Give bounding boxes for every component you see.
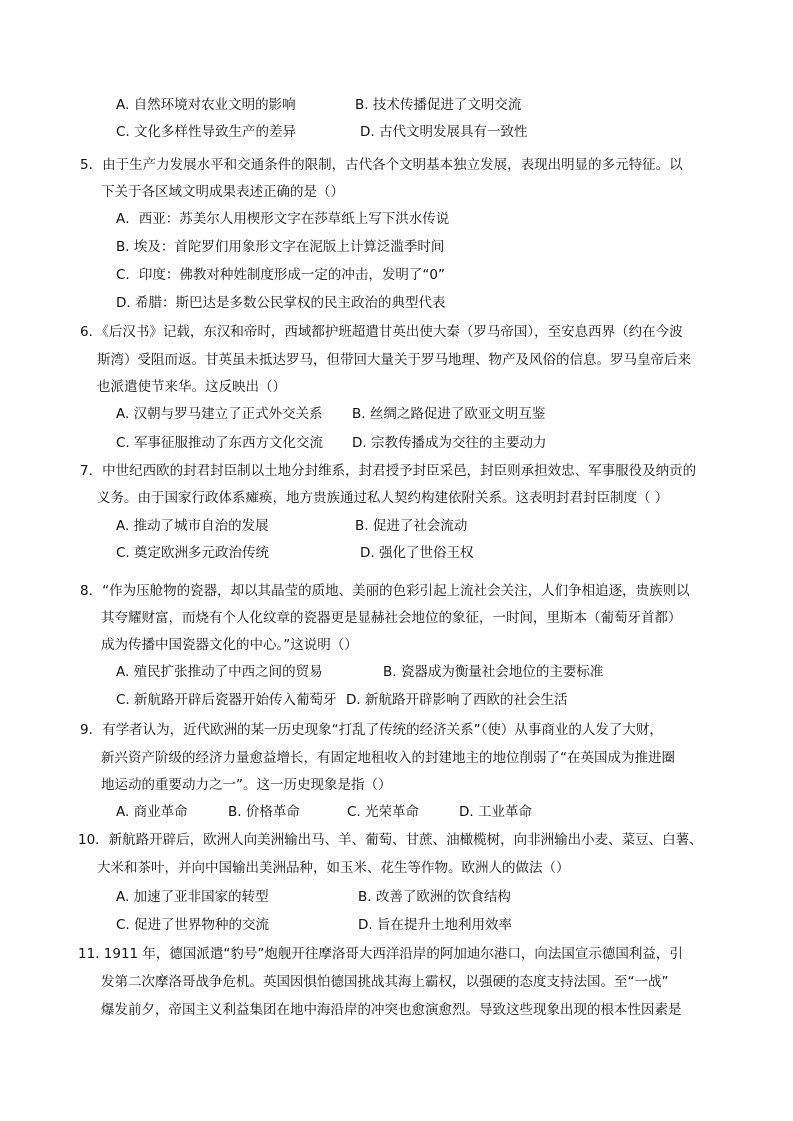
q7-option-d[interactable]: D. 强化了世俗王权 [360, 545, 474, 561]
q5-stem-line-2: 下关于各区域文明成果表述正确的是（） [101, 184, 344, 200]
q8-stem-line-2: 其夸耀财富，而烧有个人化纹章的瓷器更是显赫社会地位的象征，一时间，里斯本（葡萄牙首都） [101, 610, 682, 626]
q6-option-d[interactable]: D. 宗教传播成为交往的主要动力 [352, 435, 547, 451]
q5-option-c[interactable]: C．印度：佛教对种姓制度形成一定的冲击，发明了“0” [116, 267, 446, 283]
q7-stem-line-2: 义务。由于国家行政体系瘫痪，地方贵族通过私人契约构建依附关系。这表明封君封臣制度（ ） [97, 490, 669, 506]
q11-stem-line-3: 爆发前夕，帝国主义利益集团在地中海沿岸的冲突也愈演愈烈。导致这些现象出现的根本性因素是 [101, 1002, 682, 1018]
q11-stem-line-1: 11. 1911 年，德国派遣“豹号”炮舰开往摩洛哥大西洋沿岸的阿加迪尔港口，向法国宣示德国利益，引 [78, 946, 683, 962]
q8-option-d[interactable]: D. 新航路开辟影响了西欧的社会生活 [346, 692, 568, 708]
q7-option-b[interactable]: B. 促进了社会流动 [355, 518, 468, 534]
q10-stem-line-1: 10．新航路开辟后，欧洲人向美洲输出马、羊、葡萄、甘蔗、油橄榄树，向非洲输出小麦、菜豆、白薯、 [78, 832, 703, 848]
q11-stem-line-2: 发第二次摩洛哥战争危机。英国因惧怕德国挑战其海上霸权，以强硬的态度支持法国。至“一战” [101, 974, 669, 990]
q5-option-d[interactable]: D. 希腊：斯巴达是多数公民掌权的民主政治的典型代表 [116, 295, 446, 311]
q4-option-c[interactable]: C. 文化多样性导致生产的差异 [116, 124, 297, 140]
q5-option-a[interactable]: A．西亚：苏美尔人用楔形文字在莎草纸上写下洪水传说 [116, 211, 450, 227]
q9-option-d[interactable]: D. 工业革命 [459, 804, 532, 820]
q9-option-b[interactable]: B. 价格革命 [228, 804, 300, 820]
q6-stem-line-3: 也派遣使节来华。这反映出（） [97, 379, 286, 395]
q8-stem-line-3: 成为传播中国瓷器文化的中心。”这说明（） [101, 637, 358, 653]
q6-stem-line-1: 6．《后汉书》记载，东汉和帝时，西域都护班超遣甘英出使大秦（罗马帝国），至安息西界（约在今波 [80, 324, 683, 340]
q9-stem-line-3: 地运动的重要动力之一”。这一历史现象是指（） [101, 777, 392, 793]
q10-option-a[interactable]: A. 加速了亚非国家的转型 [116, 889, 269, 905]
q6-stem-line-2: 斯湾）受阻而返。甘英虽未抵达罗马，但带回大量关于罗马地理、物产及风俗的信息。罗马皇帝后来 [97, 352, 691, 368]
q10-option-b[interactable]: B. 改善了欧洲的饮食结构 [358, 889, 511, 905]
q6-option-c[interactable]: C. 军事征服推动了东西方文化交流 [116, 435, 324, 451]
q4-option-d[interactable]: D. 古代文明发展具有一致性 [360, 124, 528, 140]
q4-option-b[interactable]: B. 技术传播促进了文明交流 [355, 97, 522, 113]
q8-option-c[interactable]: C. 新航路开辟后瓷器开始传入葡萄牙 [116, 692, 337, 708]
q10-stem-line-2: 大米和茶叶，并向中国输出美洲品种，如玉米、花生等作物。欧洲人的做法（） [97, 860, 570, 876]
q4-option-a[interactable]: A. 自然环境对农业文明的影响 [116, 97, 296, 113]
q7-stem-line-1: 7．中世纪西欧的封君封臣制以土地分封维系，封君授予封臣采邑，封臣则承担效忠、军事服役及纳贡的 [80, 463, 697, 479]
q9-option-a[interactable]: A. 商业革命 [116, 804, 188, 820]
q9-option-c[interactable]: C. 光荣革命 [347, 804, 420, 820]
q8-option-a[interactable]: A. 殖民扩张推动了中西之间的贸易 [116, 664, 323, 680]
q9-stem-line-1: 9．有学者认为，近代欧洲的某一历史现象“打乱了传统的经济关系”（使）从事商业的人发了大财， [80, 722, 663, 738]
q10-option-c[interactable]: C. 促进了世界物种的交流 [116, 917, 270, 933]
q5-stem-line-1: 5．由于生产力发展水平和交通条件的限制，古代各个文明基本独立发展，表现出明显的多元特征。以 [80, 157, 683, 173]
q9-stem-line-2: 新兴资产阶级的经济力量愈益增长，有固定地租收入的封建地主的地位削弱了“在英国成为推进圈 [101, 750, 675, 766]
q5-option-b[interactable]: B. 埃及：首陀罗们用象形文字在泥版上计算泛滥季时间 [116, 239, 445, 255]
q10-option-d[interactable]: D. 旨在提升土地利用效率 [358, 917, 512, 933]
q8-stem-line-1: 8．“作为压舱物的瓷器，却以其晶莹的质地、美丽的色彩引起上流社会关注，人们争相追逐，贵族则以 [80, 583, 690, 599]
q7-option-a[interactable]: A. 推动了城市自治的发展 [116, 518, 269, 534]
q8-option-b[interactable]: B. 瓷器成为衡量社会地位的主要标准 [383, 664, 604, 680]
q7-option-c[interactable]: C. 奠定欧洲多元政治传统 [116, 545, 270, 561]
q6-option-a[interactable]: A. 汉朝与罗马建立了正式外交关系 [116, 406, 323, 422]
q6-option-b[interactable]: B. 丝绸之路促进了欧亚文明互鉴 [352, 406, 546, 422]
